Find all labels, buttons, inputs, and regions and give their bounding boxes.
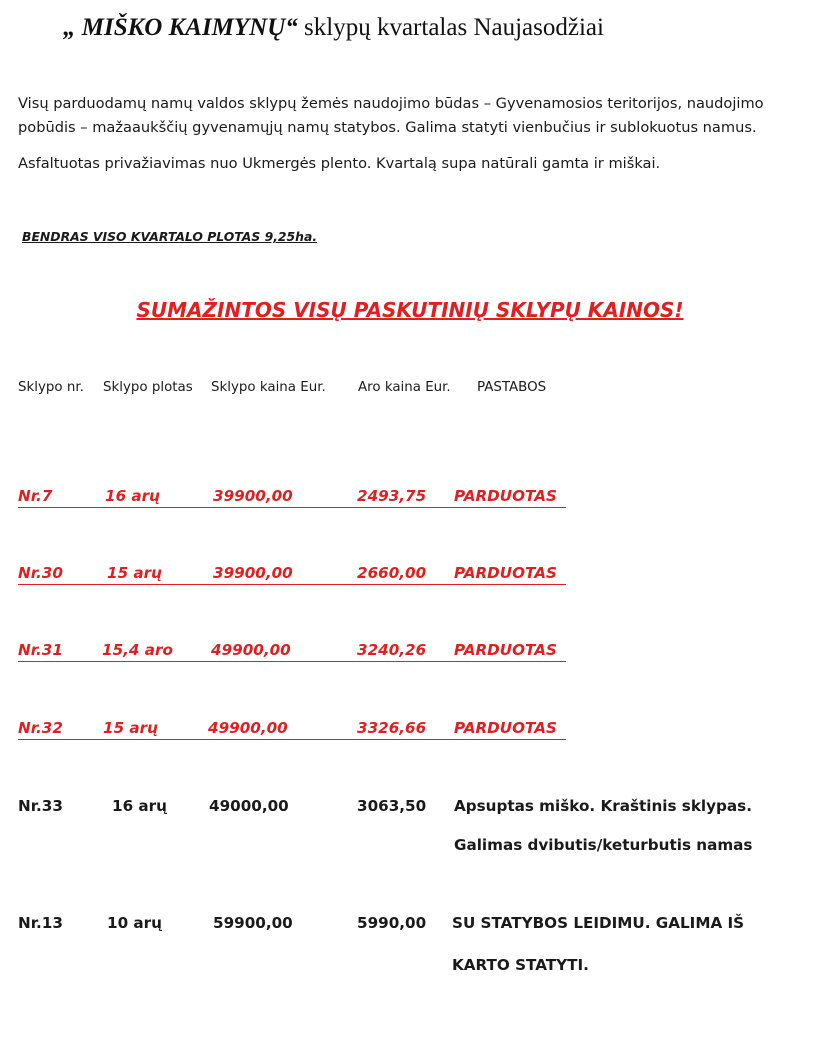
promo-banner: SUMAŽINTOS VISŲ PASKUTINIŲ SKLYPŲ KAINOS!	[136, 298, 684, 322]
title-rest: sklypų kvartalas Naujasodžiai	[297, 14, 604, 41]
plot-area: 15 arų	[103, 719, 158, 737]
intro-paragraph-1: Visų parduodamų namų valdos sklypų žemės naudojimo būdas – Gyvenamosios teritorijos, naudojimo pobūdis – mažaaukščių gyvenamųjų namų statybos. Galima statyti vienbučius ir sublokuotus namus.	[18, 95, 764, 136]
plot-area: 16 arų	[105, 487, 160, 505]
plot-area: 15 arų	[107, 564, 162, 582]
status-sold: PARDUOTAS	[454, 641, 557, 659]
note-line-1: SU STATYBOS LEIDIMU. GALIMA IŠ	[452, 914, 745, 932]
header-plot-area: Sklypo plotas	[103, 380, 193, 395]
status-sold: PARDUOTAS	[454, 564, 557, 582]
plot-area: 16 arų	[112, 797, 167, 815]
row-underline	[18, 584, 566, 585]
plot-nr: Nr.33	[18, 797, 63, 815]
row-underline	[18, 507, 566, 508]
plot-nr: Nr.7	[18, 487, 53, 505]
plot-price: 49900,00	[208, 719, 288, 737]
are-price: 2660,00	[357, 564, 427, 582]
plot-price: 49900,00	[211, 641, 291, 659]
note-line-2: KARTO STATYTI.	[452, 956, 589, 974]
total-area: BENDRAS VISO KVARTALO PLOTAS 9,25ha.	[22, 229, 318, 244]
status-sold: PARDUOTAS	[454, 487, 557, 505]
plot-price: 39900,00	[213, 564, 293, 582]
are-price: 3063,50	[357, 797, 427, 815]
row-underline	[18, 739, 566, 740]
plot-nr: Nr.13	[18, 914, 63, 932]
are-price: 3240,26	[357, 641, 427, 659]
header-plot-price: Sklypo kaina Eur.	[211, 380, 326, 395]
plot-price: 49000,00	[209, 797, 289, 815]
header-plot-nr: Sklypo nr.	[18, 380, 84, 395]
intro-paragraph-2: Asfaltuotas privažiavimas nuo Ukmergės plento. Kvartalą supa natūrali gamta ir miškai.	[18, 155, 661, 172]
are-price: 3326,66	[357, 719, 427, 737]
plot-nr: Nr.31	[18, 641, 63, 659]
header-are-price: Aro kaina Eur.	[358, 380, 451, 395]
title-name: „ MIŠKO KAIMYNŲ“	[63, 14, 298, 41]
are-price: 2493,75	[357, 487, 427, 505]
page-title	[63, 14, 604, 42]
note-line-1: Apsuptas miško. Kraštinis sklypas.	[454, 797, 752, 815]
header-notes: PASTABOS	[477, 380, 547, 395]
plot-nr: Nr.30	[18, 564, 63, 582]
plot-price: 39900,00	[213, 487, 293, 505]
plot-area: 10 arų	[107, 914, 162, 932]
status-sold: PARDUOTAS	[454, 719, 557, 737]
row-underline	[18, 661, 566, 662]
are-price: 5990,00	[357, 914, 427, 932]
plot-area: 15,4 aro	[102, 641, 173, 659]
note-line-2: Galimas dvibutis/keturbutis namas	[454, 836, 753, 854]
plot-price: 59900,00	[213, 914, 293, 932]
plot-nr: Nr.32	[18, 719, 63, 737]
